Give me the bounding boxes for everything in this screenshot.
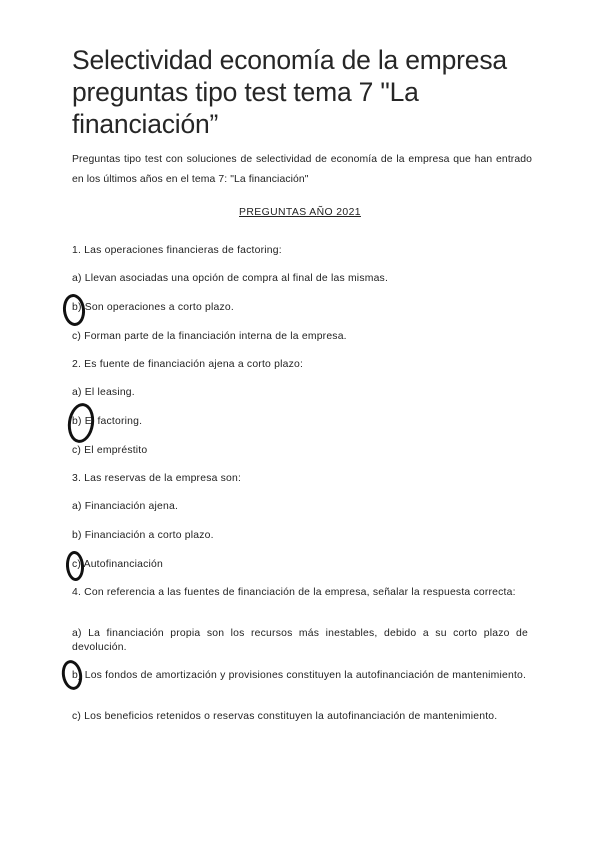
question-3-option-b: b) Financiación a corto plazo. (72, 530, 214, 541)
question-4-option-c: c) Los beneficios retenidos o reservas constituyen la autofinanciación de mantenimiento. (72, 711, 498, 722)
question-2-option-c: c) El empréstito (72, 445, 148, 456)
section-heading: PREGUNTAS AÑO 2021 (239, 207, 361, 218)
question-1-option-c: c) Forman parte de la financiación interna de la empresa. (72, 331, 347, 342)
answer-circle-mark (61, 293, 86, 327)
question-3-option-a: a) Financiación ajena. (72, 501, 179, 512)
question-4: 4. Con referencia a las fuentes de financiación de la empresa, señalar la respuesta correcta: (72, 587, 516, 598)
question-2: 2. Es fuente de financiación ajena a corto plazo: (72, 359, 304, 370)
question-3: 3. Las reservas de la empresa son: (72, 473, 242, 484)
question-2-option-b: b) El factoring. (72, 416, 143, 427)
question-2-option-a: a) El leasing. (72, 387, 135, 398)
question-3-option-c: c) Autofinanciación (72, 559, 164, 570)
question-1-option-b: b) Son operaciones a corto plazo. (72, 302, 234, 313)
question-4-option-b: b) Los fondos de amortización y provisiones constituyen la autofinanciación de mantenimiento. (72, 670, 527, 681)
answer-circle-mark (60, 658, 85, 691)
intro-paragraph: Preguntas tipo test con soluciones de selectividad de economía de la empresa que han entrado en los últimos años en el tema 7: "La financiación" (72, 154, 532, 185)
answer-circle-mark (65, 401, 96, 444)
page-title: Selectividad economía de la empresa preguntas tipo test tema 7 "La financiación” (72, 45, 507, 139)
answer-circle-mark (65, 550, 85, 581)
question-1-option-a: a) Llevan asociadas una opción de compra al final de las mismas. (72, 273, 389, 284)
question-4-option-a: a) La financiación propia son los recursos más inestables, debido a su corto plazo de devolución. (72, 628, 528, 653)
question-1: 1. Las operaciones financieras de factoring: (72, 245, 282, 256)
